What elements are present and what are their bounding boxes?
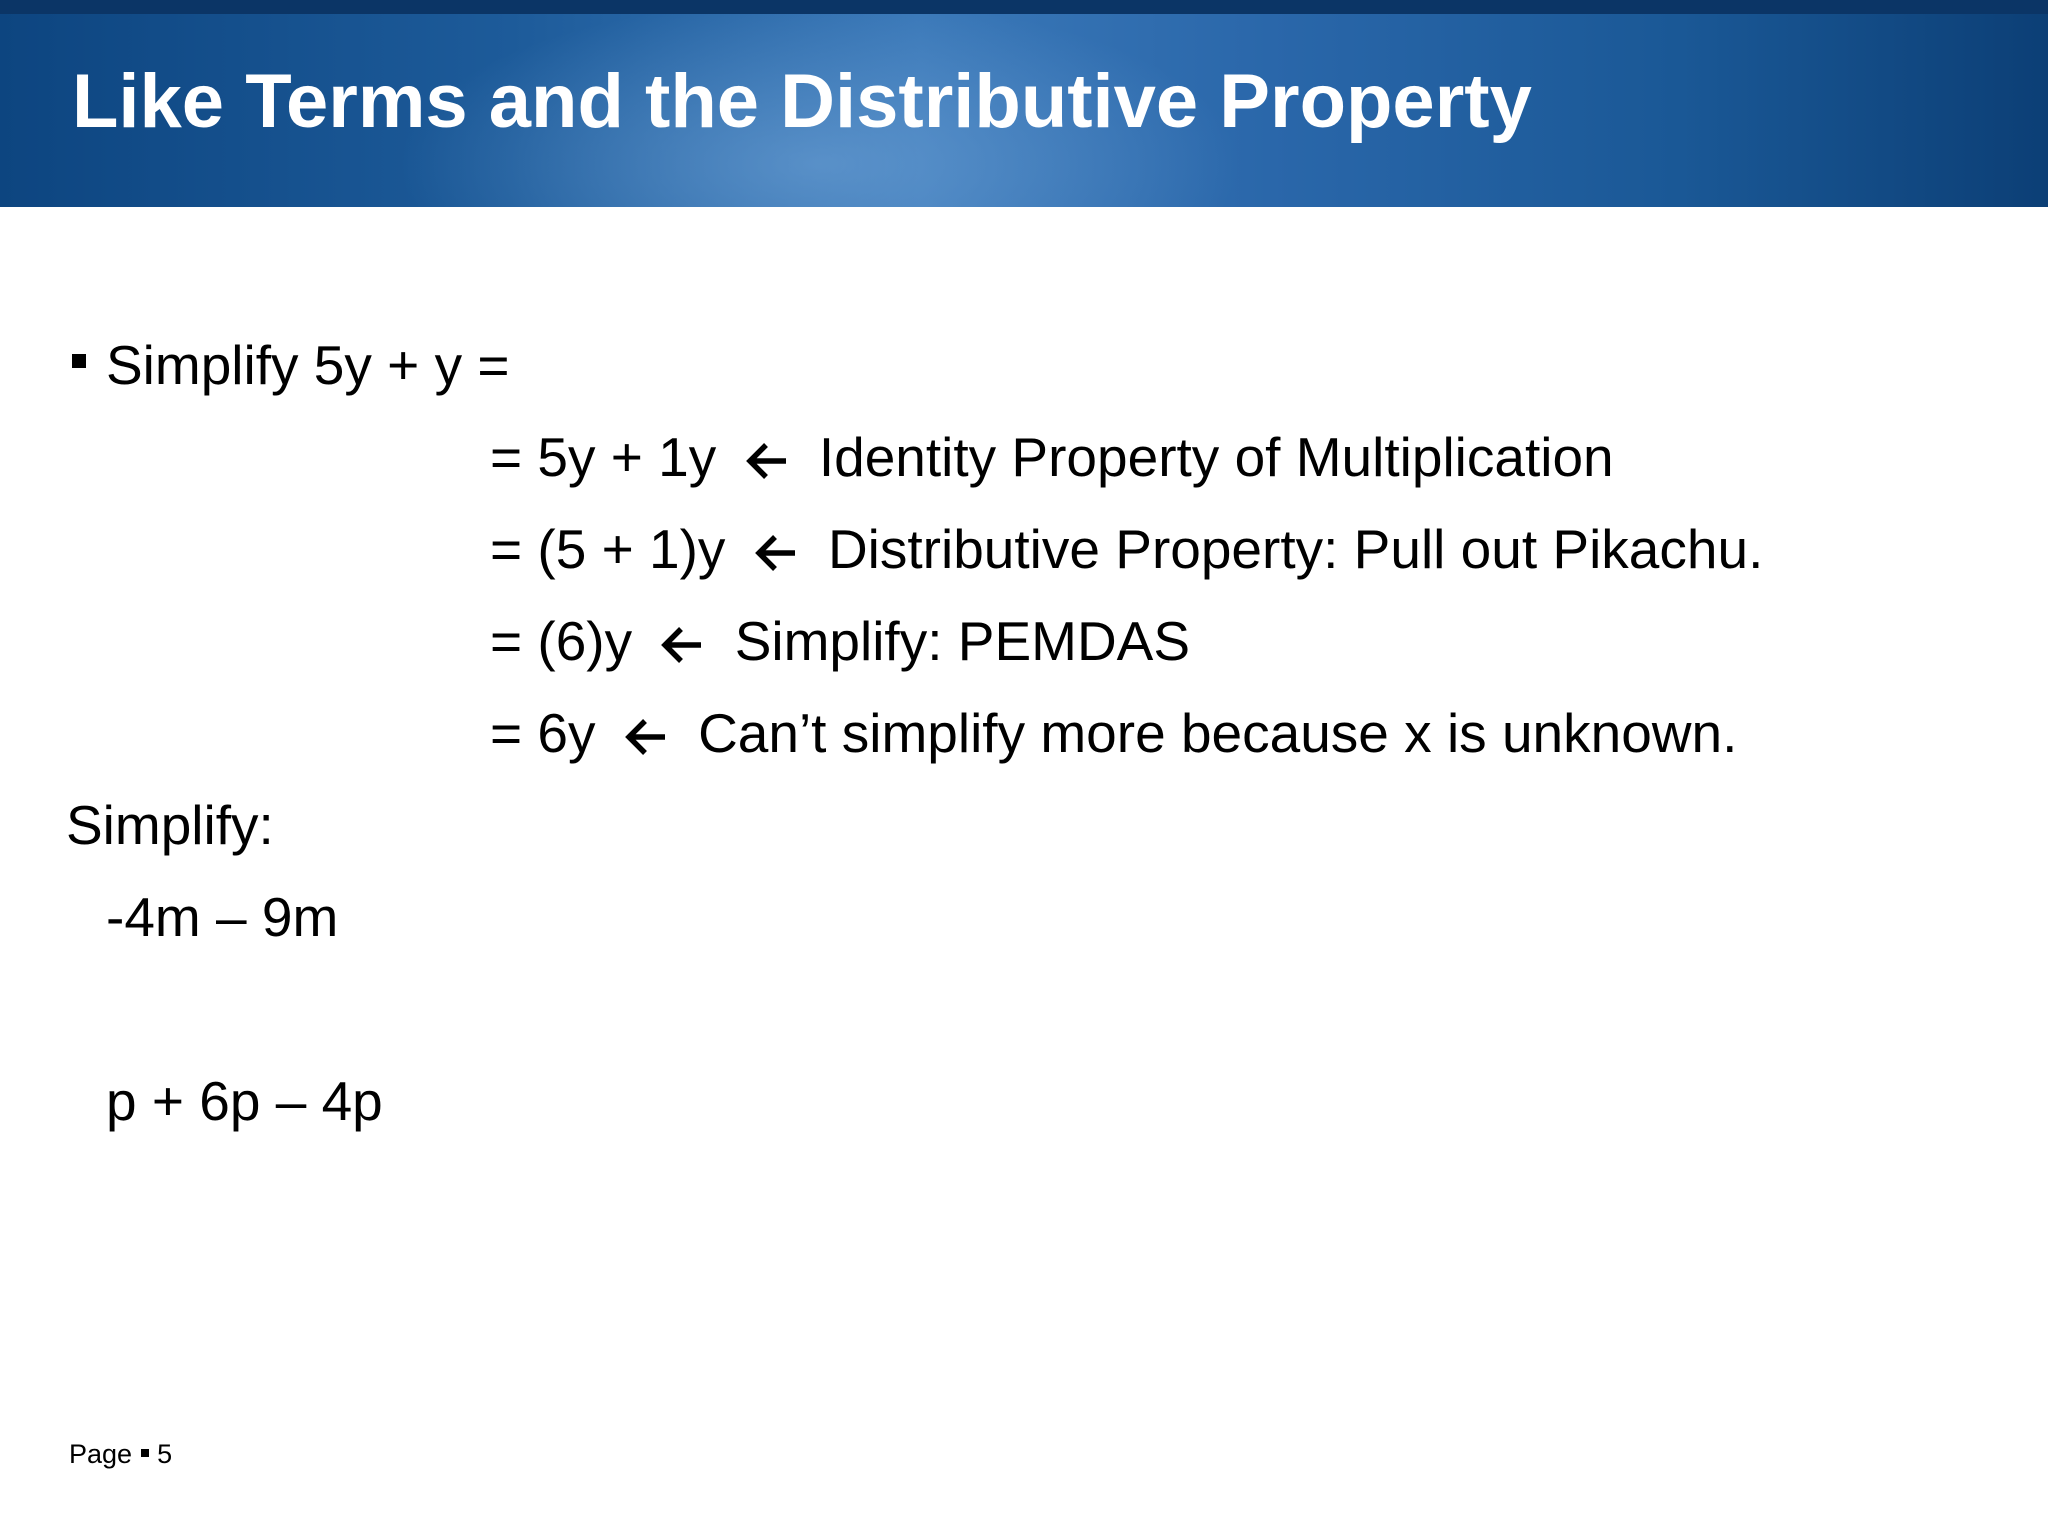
step-expression: = (5 + 1)y — [490, 518, 726, 580]
step-expression: = 5y + 1y — [490, 426, 717, 488]
square-separator-icon — [141, 1449, 149, 1457]
square-bullet-icon — [72, 354, 86, 368]
step-expression: = 6y — [490, 702, 596, 764]
practice-problem: -4m – 9m — [106, 886, 339, 948]
example-prompt: Simplify 5y + y = — [106, 334, 510, 396]
step-expression: = (6)y — [490, 610, 633, 672]
title-bar — [0, 0, 2048, 207]
step-explanation: Can’t simplify more because x is unknown. — [698, 702, 1738, 764]
arrow-left-icon — [742, 439, 790, 483]
page-footer — [69, 1441, 172, 1468]
step-explanation: Distributive Property: Pull out Pikachu. — [827, 518, 1764, 580]
practice-heading: Simplify: — [66, 794, 274, 856]
step-explanation: Simplify: PEMDAS — [734, 610, 1191, 672]
step-line — [490, 610, 1191, 672]
practice-problem: p + 6p – 4p — [106, 1070, 383, 1132]
page-number: 5 — [157, 1439, 173, 1469]
step-explanation: Identity Property of Multiplication — [818, 426, 1614, 488]
slide-title: Like Terms and the Distributive Property — [72, 59, 1532, 144]
arrow-left-icon — [657, 623, 705, 667]
step-line — [490, 518, 1764, 580]
step-line — [490, 702, 1738, 764]
step-line — [490, 426, 1614, 488]
arrow-left-icon — [621, 715, 669, 759]
arrow-left-icon — [751, 531, 799, 575]
page-label: Page — [69, 1439, 133, 1469]
